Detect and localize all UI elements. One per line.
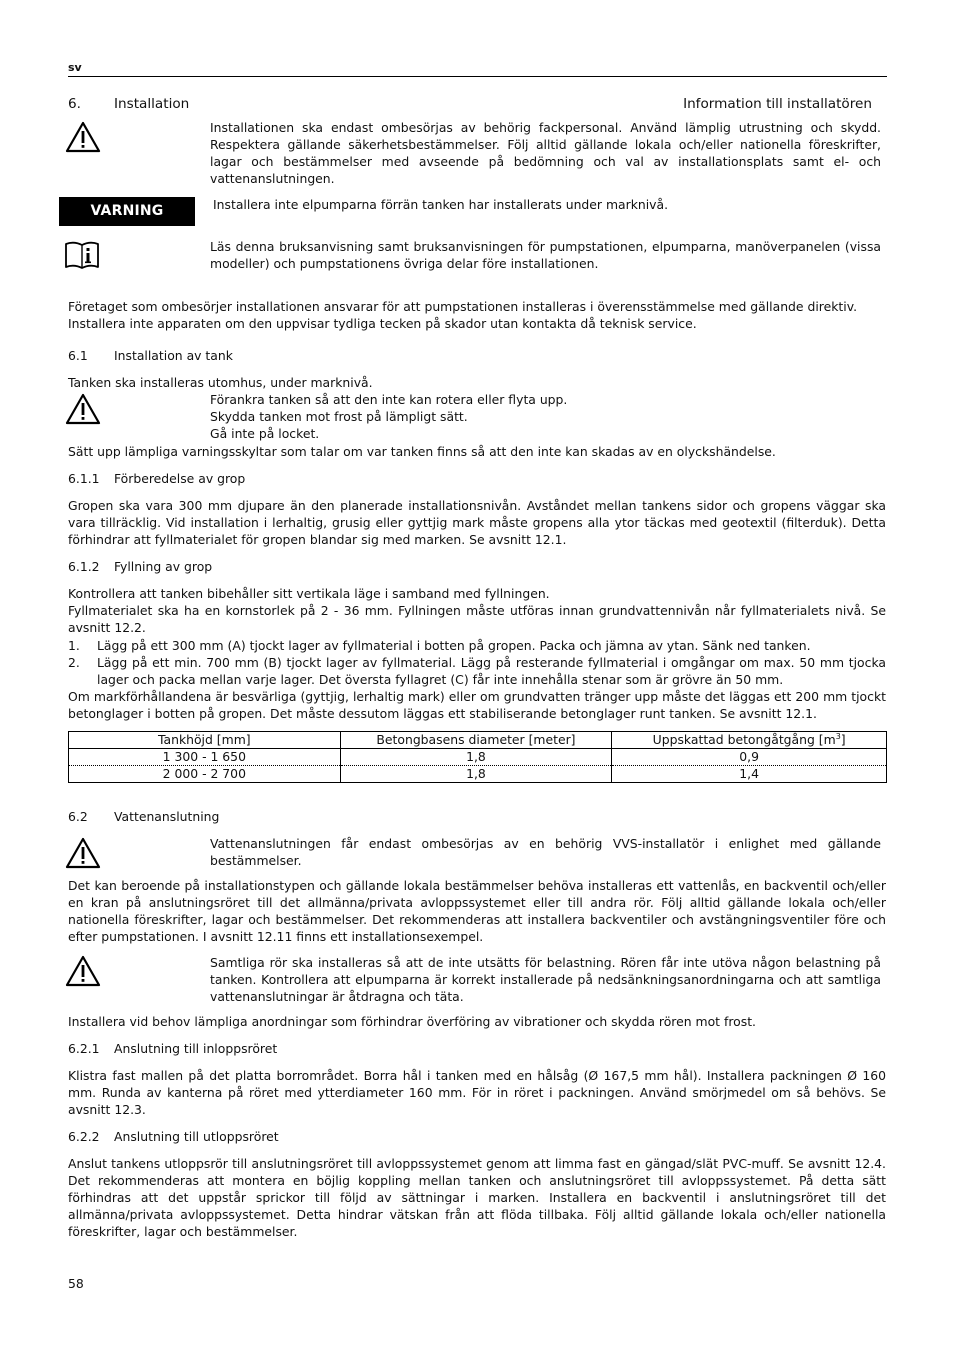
subsection-title: Installation av tank — [114, 348, 233, 363]
subsection-title: Förberedelse av grop — [114, 471, 246, 486]
outlet-text: Anslut tankens utloppsrör till anslutningsröret till avloppssystemet genom att limma fast en gängad/slät PVC-muff. Se avsnitt 12.4. Det rekommenderas att montera en böjlig koppling mellan tanken och anslutningsröret till avloppssystemet. På detta sätt förhindras att det uppstår sprickor till följd av sättningar i marken. Installera en backventil i anslutningsröret till det allmänna/privata avloppssystemet. Detta hindrar vätskan från att flöda tillbaka. Följ alltid gällande lokala och/eller nationella föreskrifter, lagar och bestämmelser. — [68, 1156, 886, 1239]
page-number: 58 — [68, 1276, 84, 1291]
header-rule — [68, 76, 887, 77]
list-item — [68, 637, 886, 654]
table-cell: 1,4 — [612, 766, 887, 783]
pipe-warning-text: Samtliga rör ska installeras så att de inte utsätts för belastning. Rören får inte utöva någon belastning på tanken. Kontrollera att elpumparna är korrekt installerade på nedsänkningsanordningarna och att samtliga vattenanslutningar är åtdragna och täta. — [210, 955, 881, 1004]
table-cell: 0,9 — [612, 749, 887, 766]
header-text: ] — [840, 732, 846, 747]
subsection-number: 6.1.2 — [68, 559, 100, 574]
fill-line-1: Kontrollera att tanken bibehåller sitt vertikala läge i samband med fyllningen. — [68, 586, 550, 601]
table-header-cell: Betongbasens diameter [meter] — [340, 732, 612, 749]
section-right-title: Information till installatören — [683, 96, 872, 112]
table-header-row — [69, 732, 887, 749]
list-item-text: Lägg på ett 300 mm (A) tjockt lager av fyllmaterial i botten på gropen. Packa och jämna av ytan. Sänk ned tanken. — [97, 638, 811, 653]
language-code: sv — [68, 61, 82, 74]
list-item-text: Lägg på ett min. 700 mm (B) tjockt lager av fyllmaterial. Lägg på resterande fyllmaterial i omgångar om max. 50 mm tjocka lager och packa mellan varje lager. Det översta fyllagret (C) får inte innehålla stenar som är grövre än 50 mm. — [97, 655, 886, 687]
subsection-title: Anslutning till utloppsröret — [114, 1129, 279, 1144]
manual-book-icon — [64, 240, 100, 270]
table-cell: 1,8 — [340, 749, 612, 766]
table-row — [69, 749, 887, 766]
section-title: Installation — [114, 96, 190, 112]
warning-triangle-icon — [65, 121, 101, 153]
intro-line-1: Företaget som ombesörjer installationen ansvarar för att pumpstationen installeras i överensstämmelse med gällande direktiv. — [68, 299, 858, 314]
subsection-number: 6.1 — [68, 348, 88, 363]
table-cell: 1,8 — [340, 766, 612, 783]
water-para-1: Det kan beroende på installationstypen och gällande lokala bestämmelser behöva installeras ett vattenlås, en backventil och/eller en kran på anslutningsröret till det allmänna/privata avloppssystemet eller till andra rör. Följ alltid gällande lokala och/eller nationella föreskrifter, lagar och bestämmelser. Det rekommenderas att installera backventiler och avstängningsventiler före och efter pumpstationen. I avsnitt 12.11 finns ett installationsexempel. — [68, 878, 886, 944]
pit-preparation-text: Gropen ska vara 300 mm djupare än den planerade installationsnivån. Avståndet mellan tankens sidor och gropens väggar ska vara tillräcklig. Vid installation i lerhaltig, grusig eller gyttjig mark måste gropens alla ytor täckas med geotextil (filterduk). Detta förhindrar att fyllmaterialet för gropen blandar sig med marken. Se avsnitt 12.1. — [68, 498, 886, 547]
tank-line-3: Skydda tanken mot frost på lämpligt sätt. — [210, 409, 468, 424]
fill-line-2: Fyllmaterialet ska ha en kornstorlek på 2 - 36 mm. Fyllningen måste utföras innan grundvattennivån når fyllmaterialets nivå. Se avsnitt 12.2. — [68, 603, 886, 635]
inlet-text: Klistra fast mallen på det platta borrområdet. Borra hål i tanken med en hålsåg (Ø 167,5 mm hål). Installera packningen Ø 160 mm. Runda av kanterna på röret med ytterdiameter 160 mm. För in röret i packningen. Använd smörjmedel om så behövs. Se avsnitt 12.3. — [68, 1068, 886, 1117]
subsection-title: Vattenanslutning — [114, 809, 220, 824]
manual-text: Läs denna bruksanvisning samt bruksanvisningen för pumpstationen, elpumparna, manöverpanelen (vissa modeller) och pumpstationens övriga delar före installationen. — [210, 239, 881, 271]
section-number: 6. — [68, 96, 81, 112]
subsection-title: Fyllning av grop — [114, 559, 213, 574]
table-header-cell: Tankhöjd [mm] — [69, 732, 341, 749]
warning-triangle-icon — [65, 837, 101, 869]
subsection-number: 6.2 — [68, 809, 88, 824]
warning-triangle-icon — [65, 955, 101, 987]
header-text: Uppskattad betongåtgång [m — [652, 732, 836, 747]
fill-line-3: Om markförhållandena är besvärliga (gyttjig, lerhaltig mark) eller om grundvatten tränger upp måste det läggas ett 200 mm tjockt betonglager i botten på gropen. Det måste dessutom läggas ett stabiliserande betonglager runt tanken. Se avsnitt 12.1. — [68, 689, 886, 721]
water-warning-text: Vattenanslutningen får endast ombesörjas av en behörig VVS-installatör i enlighet med gällande bestämmelser. — [210, 836, 881, 868]
tank-line-1: Tanken ska installeras utomhus, under marknivå. — [68, 375, 373, 390]
subsection-title: Anslutning till inloppsröret — [114, 1041, 278, 1056]
intro-line-2: Installera inte apparaten om den uppvisar tydliga tecken på skador utan kontakta då teknisk service. — [68, 316, 697, 331]
warning-text: Installationen ska endast ombesörjas av behörig fackpersonal. Använd lämplig utrustning och skydd. Respektera gällande säkerhetsbestämmelser. Följ alltid gällande lokala och/eller nationella föreskrifter, lagar och bestämmelser med avseende på bedömning och val av installationsplats samt el- och vattenanslutningen. — [210, 120, 881, 186]
varning-text: Installera inte elpumparna förrän tanken har installerats under marknivå. — [213, 197, 669, 212]
water-para-2: Installera vid behov lämpliga anordningar som förhindrar överföring av vibrationer och skydda rören mot frost. — [68, 1014, 756, 1029]
table-header-cell — [612, 732, 887, 749]
table-cell: 2 000 - 2 700 — [69, 766, 341, 783]
table-cell: 1 300 - 1 650 — [69, 749, 341, 766]
list-item — [68, 654, 886, 688]
list-item-number: 2. — [68, 655, 80, 670]
varning-label: VARNING — [59, 197, 195, 226]
table-row — [69, 766, 887, 783]
concrete-table — [68, 731, 887, 783]
superscript: 3 — [835, 731, 841, 741]
subsection-number: 6.1.1 — [68, 471, 100, 486]
tank-line-5: Sätt upp lämpliga varningsskyltar som talar om var tanken finns så att den inte kan skadas av en olyckshändelse. — [68, 444, 776, 459]
fill-steps — [68, 637, 886, 688]
tank-line-2: Förankra tanken så att den inte kan rotera eller flyta upp. — [210, 392, 568, 407]
list-item-number: 1. — [68, 638, 80, 653]
subsection-number: 6.2.1 — [68, 1041, 100, 1056]
subsection-number: 6.2.2 — [68, 1129, 100, 1144]
warning-triangle-icon — [65, 393, 101, 425]
tank-line-4: Gå inte på locket. — [210, 426, 320, 441]
